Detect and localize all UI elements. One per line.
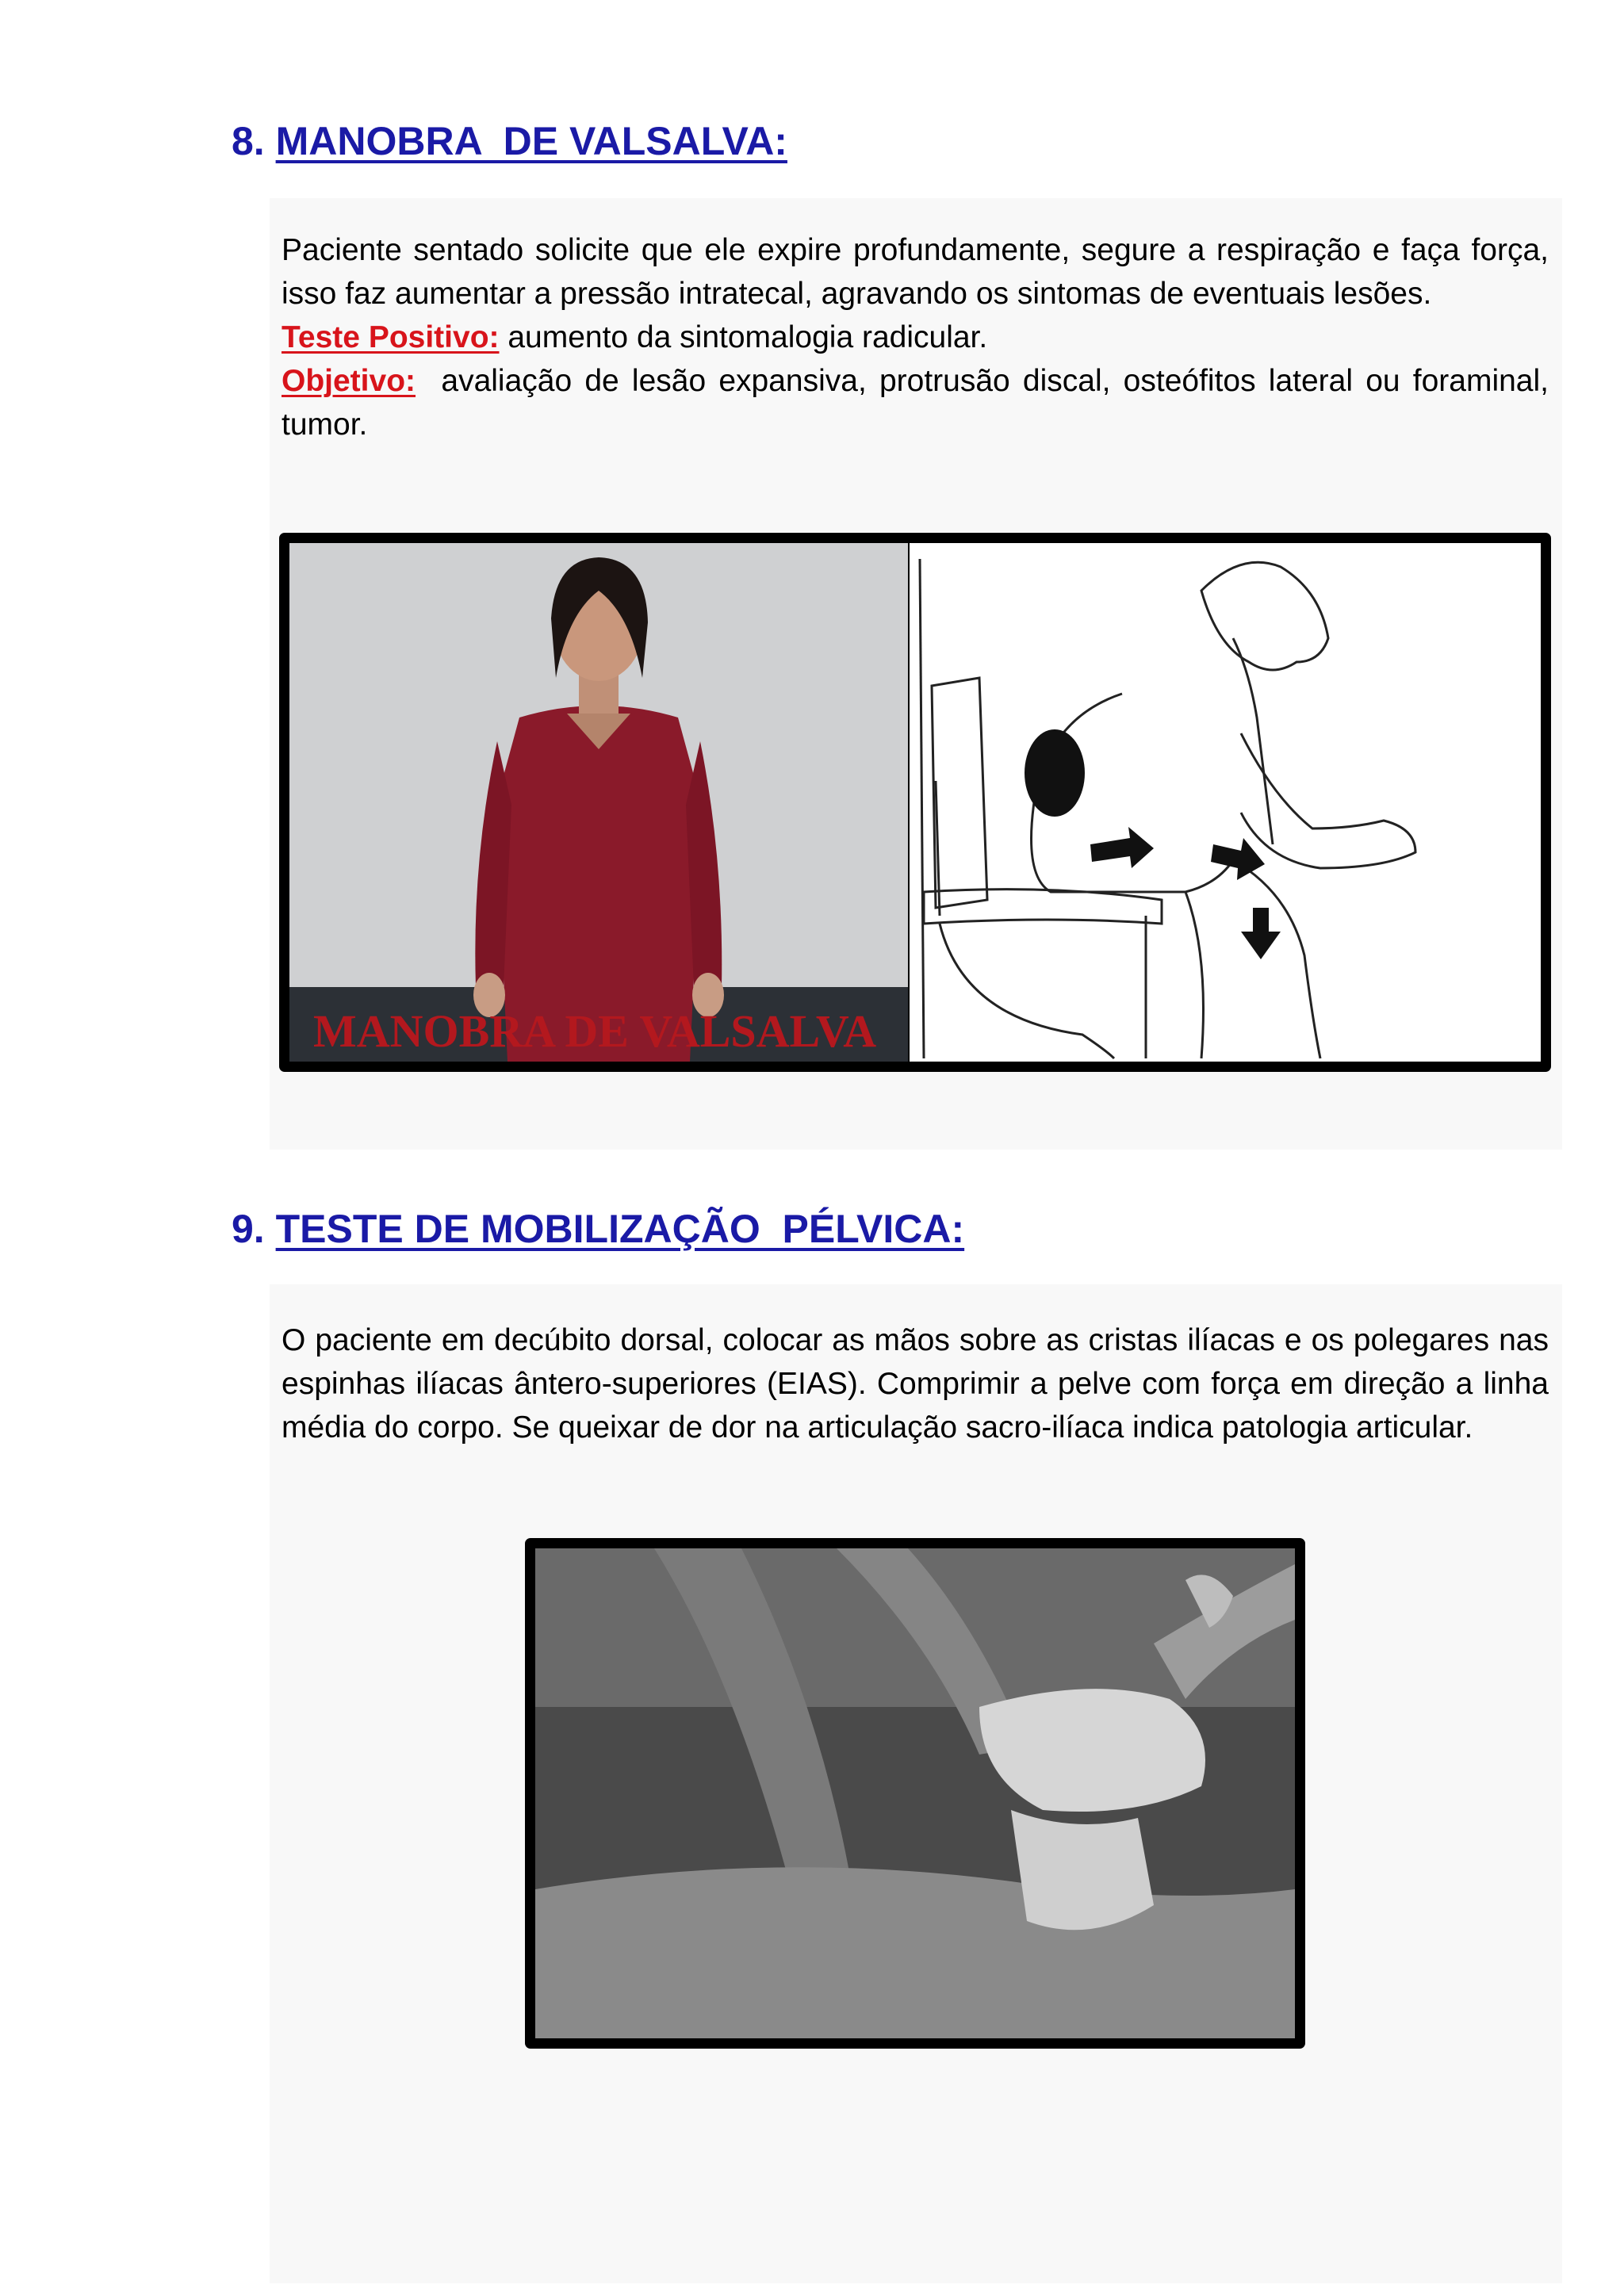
- objective-text: avaliação de lesão expansiva, protrusão discal, osteófitos lateral ou foraminal, tumor.: [282, 364, 1557, 442]
- section8-heading: [232, 121, 787, 161]
- section8-number: 8.: [232, 119, 265, 163]
- section9-title: TESTE DE MOBILIZAÇÃO PÉLVICA:: [275, 1207, 965, 1251]
- section9-body: [282, 1318, 1549, 1449]
- valsalva-photo-caption: MANOBRA DE VALSALVA: [313, 1005, 877, 1057]
- section9-description: O paciente em decúbito dorsal, colocar as mãos sobre as cristas ilíacas e os polegares nas espinhas ilíacas ântero-superiores (EIAS). Comprimir a pelve com força em direção a linha média do corpo. Se queixar de dor na articulação sacro-ilíaca indica patologia articular.: [282, 1323, 1549, 1445]
- valsalva-photo: [289, 543, 908, 1062]
- section8-title: MANOBRA DE VALSALVA:: [275, 119, 787, 163]
- positive-test-text: aumento da sintomalogia radicular.: [499, 320, 988, 354]
- pelvic-test-photo: [535, 1548, 1295, 2038]
- valsalva-figure: [279, 533, 1551, 1072]
- valsalva-illustration: [910, 543, 1541, 1062]
- objective-line: [282, 359, 1557, 446]
- section8-description: Paciente sentado solicite que ele expire profundamente, segure a respiração e faça força, isso faz aumentar a pressão intratecal, agravando os sintomas de eventuais lesões.: [282, 233, 1549, 311]
- pelvic-test-figure: [525, 1538, 1305, 2049]
- section9-number: 9.: [232, 1207, 265, 1251]
- objective-label: Objetivo:: [282, 364, 416, 398]
- positive-test-label: Teste Positivo:: [282, 320, 500, 354]
- valsalva-figure-art: [289, 543, 1541, 1062]
- section8-body: [282, 228, 1557, 446]
- section9-heading: [232, 1209, 964, 1249]
- positive-test-line: [282, 316, 1549, 359]
